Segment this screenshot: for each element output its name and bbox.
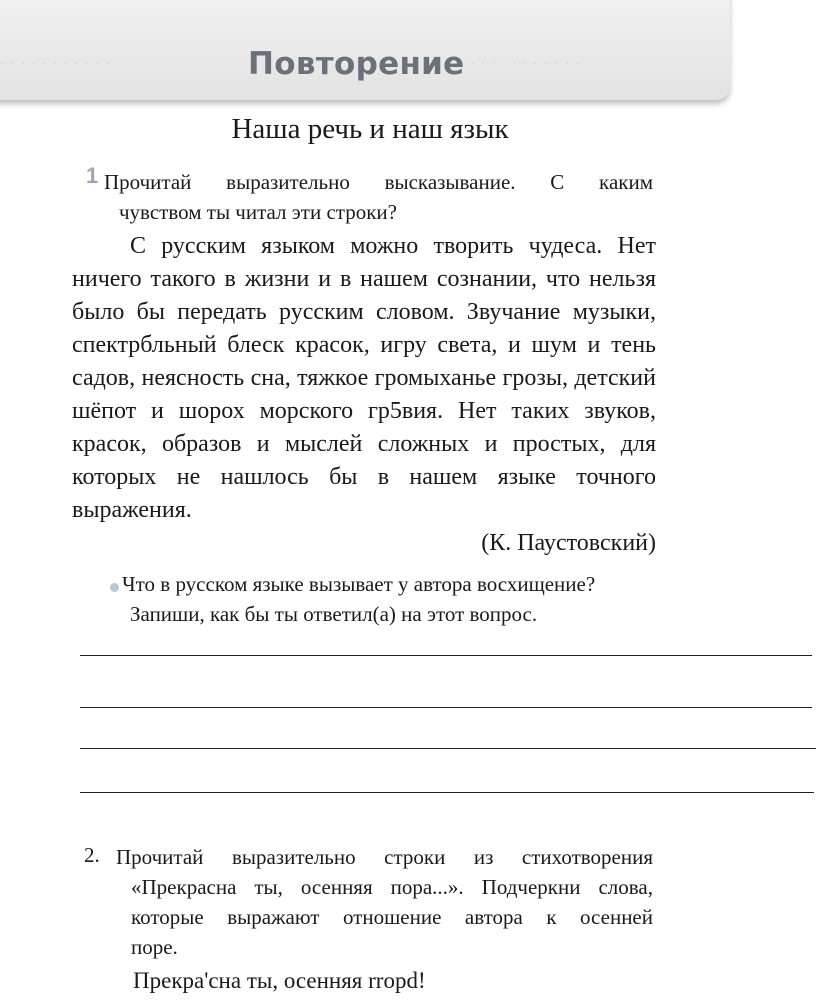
task-instruction [116, 842, 653, 962]
header-faded-text-right: · · · · · · · · · · · [470, 54, 582, 70]
task-instruction-line: Прочитай выразительно строки из стихотворения [116, 845, 653, 869]
bullet-icon [110, 583, 119, 592]
task-instruction-line: «Прекрасна ты, осенняя пора...». Подчеркни слова, [131, 875, 653, 899]
task-instruction [104, 167, 653, 227]
answer-line[interactable] [80, 707, 812, 708]
answer-line[interactable] [80, 792, 814, 793]
page-title: Наша речь и наш язык [231, 113, 509, 145]
task-instruction-line: чувством ты читал эти строки? [119, 200, 397, 224]
header-faded-text-left: · · · · · · · · · · · [0, 54, 112, 70]
task-number: 1 [86, 163, 99, 188]
quote-text: С русским языком можно творить чудеса. Нет ничего такого в жизни и в нашем сознании, что нельзя было бы передать русским словом. Звучание музыки, спектрбльный блеск красок, игру света, и шум и тень садов, неясность сна, тяжкое громыханье грозы, детский шёпот и шорох морского гр5вия. Нет таких звуков, красок, образов и мыслей сложных и простых, для которых не нашлось бы в нашем языке точного выражения. [72, 233, 656, 523]
poem-line: Прекра'сна ты, осенняя rropd! [133, 968, 426, 993]
answer-line[interactable] [80, 655, 812, 656]
quote-block [72, 230, 656, 527]
answer-line[interactable] [80, 748, 816, 749]
quote-author: (К. Паустовский) [481, 530, 656, 556]
task-instruction-line: которые выражают отношение автора к осенней [131, 905, 653, 929]
section-title: Повторение [248, 46, 465, 82]
task-instruction-line: поре. [131, 935, 178, 959]
task-instruction-line: Прочитай выразительно высказывание. С каким [104, 170, 653, 194]
task-number: 2. [84, 843, 100, 867]
question-line: Запиши, как бы ты ответил(а) на этот вопрос. [130, 602, 538, 626]
question-line: Что в русском языке вызывает у автора восхищение? [122, 572, 596, 596]
